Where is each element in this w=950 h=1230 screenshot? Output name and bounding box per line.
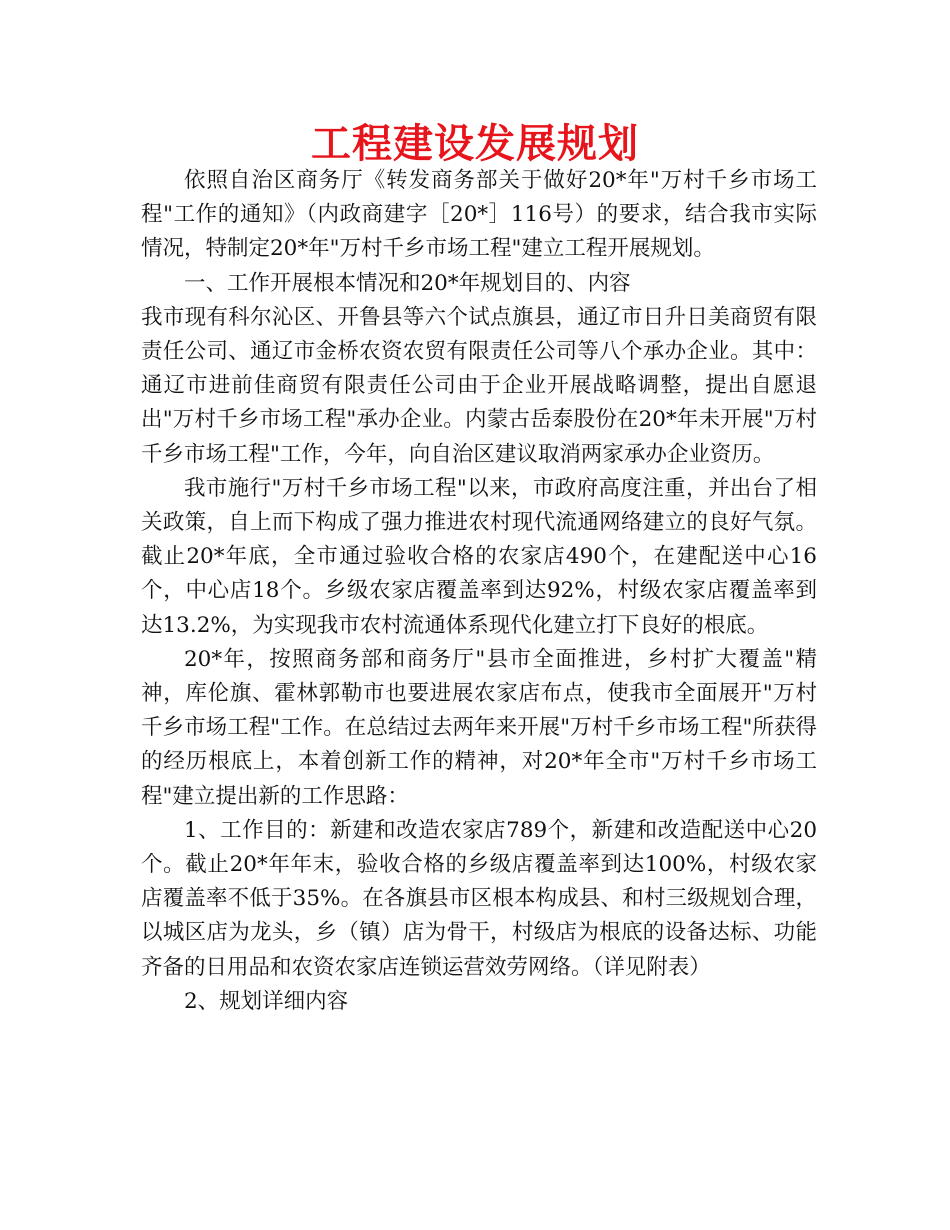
section-heading-1: 一、工作开展根本情况和20*年规划目的、内容 <box>184 270 631 296</box>
body-paragraph-goals: 1、工作目的：新建和改造农家店789个，新建和改造配送中心20个。截止20*年年末，验收合格的乡级店覆盖率到达100%，村级农家店覆盖率不低于35%。在各旗县市区根本构成县、和村三级规划合理，以城区店为龙头，乡（镇）店为骨干，村级店为根底的设备达标、功能齐备的日用品和农资农家店连锁运营效劳网络。（详见附表） <box>141 817 817 980</box>
body-paragraph-pilot-counties: 我市现有科尔沁区、开鲁县等六个试点旗县，通辽市日升日美商贸有限责任公司、通辽市金桥农资农贸有限责任公司等八个承办企业。其中：通辽市进前佳商贸有限责任公司由于企业开展战略调整，提出自愿退出"万村千乡市场工程"承办企业。内蒙古岳泰股份在20*年未开展"万村千乡市场工程"工作，今年，向自治区建议取消两家承办企业资历。 <box>141 304 817 467</box>
body-paragraph-progress: 我市施行"万村千乡市场工程"以来，市政府高度注重，并出台了相关政策，自上而下构成了强力推进农村现代流通网络建立的良好气氛。截止20*年底，全市通过验收合格的农家店490个，在建配送中心16个，中心店18个。乡级农家店覆盖率到达92%，村级农家店覆盖率到达13.2%，为实现我市农村流通体系现代化建立打下良好的根底。 <box>141 475 817 638</box>
intro-paragraph: 依照自治区商务厅《转发商务部关于做好20*年"万村千乡市场工程"工作的通知》（内政商建字［20*］116号）的要求，结合我市实际情况，特制定20*年"万村千乡市场工程"建立工程开展规划。 <box>141 168 817 262</box>
document-body <box>141 164 817 1019</box>
section-heading-2: 2、规划详细内容 <box>184 988 349 1014</box>
document-title: 工程建设发展规划 <box>311 121 639 167</box>
body-paragraph-plan: 20*年，按照商务部和商务厅"县市全面推进，乡村扩大覆盖"精神，库伦旗、霍林郭勒市也要进展农家店布点，使我市全面展开"万村千乡市场工程"工作。在总结过去两年来开展"万村千乡市场工程"所获得的经历根底上，本着创新工作的精神，对20*年全市"万村千乡市场工程"建立提出新的工作思路： <box>141 646 817 809</box>
